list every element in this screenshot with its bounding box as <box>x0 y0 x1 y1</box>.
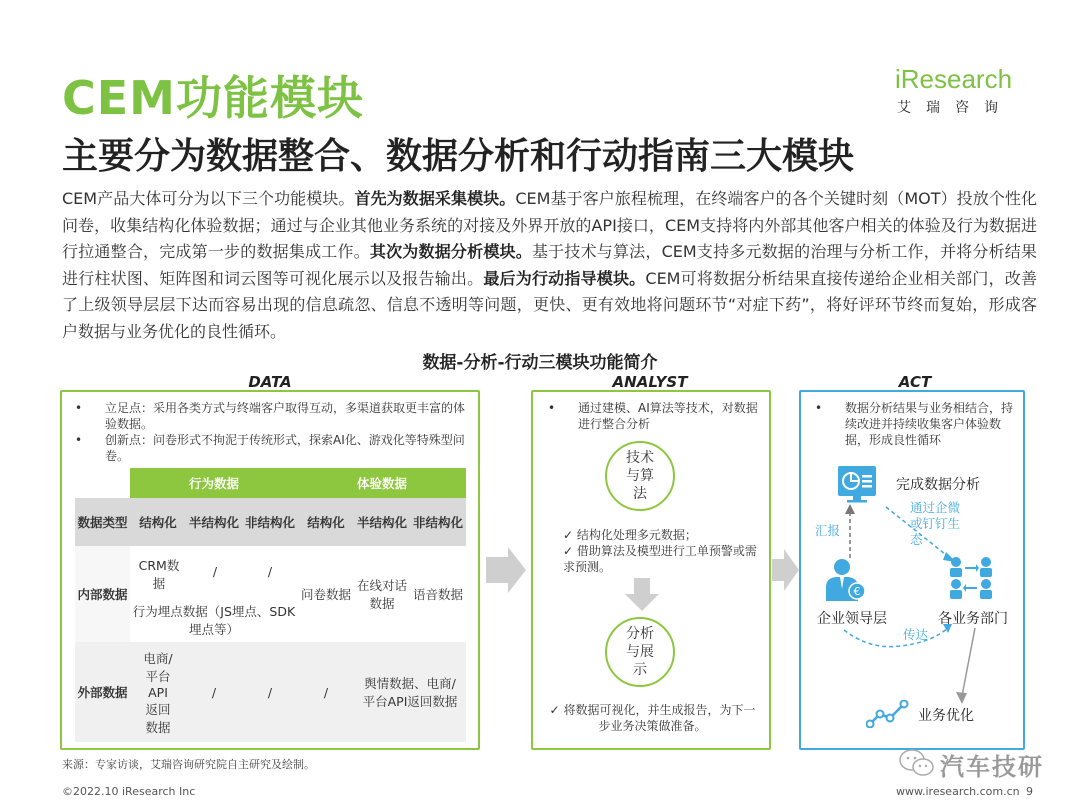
diagram-title: 数据-分析-行动三模块功能简介 <box>422 353 658 373</box>
intro-text: CEM产品大体可分为以下三个功能模块。 <box>62 189 355 208</box>
group-experience: 体验数据 <box>298 468 466 498</box>
intro-bold: 最后为行动指导模块。 <box>483 268 646 288</box>
source-note: 来源：专家访谈，艾瑞咨询研究院自主研究及绘制。 <box>62 758 315 771</box>
table-cell: 语音数据 <box>412 587 463 602</box>
node-business-optimization: 业务优化 <box>918 708 974 724</box>
row-label-external: 外部数据 <box>77 685 128 700</box>
node-data-analysis: 完成数据分析 <box>896 477 980 493</box>
wechat-icon <box>898 748 936 778</box>
arrow-data-to-analyst <box>482 545 530 595</box>
node-departments: 各业务部门 <box>938 611 1008 627</box>
check-text: 将数据可视化，并生成报告，为下一步业务决策做准备。 <box>563 703 756 733</box>
logo-brand: iResearch <box>895 64 1013 94</box>
table-cell: 行为埋点数据（JS埋点、SDK埋点等） <box>132 604 296 637</box>
section-label-data: DATA <box>248 373 292 391</box>
table-cell: CRM数据 <box>138 558 180 591</box>
check-icon: ✓ <box>563 544 574 558</box>
col-header-type: 数据类型 <box>75 498 130 546</box>
check-text: 借助算法及模型进行工单预警或需求预测。 <box>563 544 757 574</box>
table-cell: 问卷数据 <box>300 587 351 602</box>
arrow-analyst-to-act <box>772 545 800 595</box>
table-cell: 舆情数据、电商/平台API返回数据 <box>362 676 458 709</box>
col-header: 非结构化 <box>242 498 298 546</box>
circle-text: 技术与算法 <box>626 450 654 502</box>
watermark: 汽车技研 <box>940 753 1044 781</box>
check-text: 结构化处理多元数据； <box>576 528 697 542</box>
svg-text:€: € <box>853 585 861 598</box>
table-cell: / <box>323 684 329 700</box>
page-number: 9 <box>1026 785 1033 798</box>
team-icon <box>948 555 998 600</box>
table-cell: / <box>267 684 273 700</box>
table-cell: / <box>211 684 217 700</box>
row-label-internal: 内部数据 <box>75 546 130 642</box>
edge-report: 汇报 <box>815 523 841 538</box>
table-cell: 在线对话数据 <box>356 578 407 611</box>
node-leadership: 企业领导层 <box>817 611 887 627</box>
arrow-down <box>624 578 660 612</box>
check-icon: ✓ <box>549 703 560 717</box>
col-header: 结构化 <box>298 498 354 546</box>
check-icon: ✓ <box>563 528 574 542</box>
intro-bold: 首先为数据采集模块。 <box>354 189 516 208</box>
page-title: CEM功能模块 <box>62 71 364 125</box>
col-header: 半结构化 <box>354 498 410 546</box>
bullet-text: 通过建模、AI算法等技术，对数据进行整合分析 <box>578 401 758 431</box>
edge-enterprise-channel: 通过企微或钉钉生态 <box>910 500 961 547</box>
group-behavior: 行为数据 <box>130 468 298 498</box>
analyst-check-3 <box>545 702 760 734</box>
circle-text: 分析与展示 <box>626 626 654 678</box>
table-cell: / <box>267 564 273 579</box>
data-bullet-1: • 立足点：采用各类方式与终端客户取得互动，多渠道获取更丰富的体验数据。 <box>75 401 466 431</box>
section-label-analyst: ANALYST <box>612 373 688 391</box>
analyst-check-1 <box>563 527 763 543</box>
bullet-text: 数据分析结果与业务相结合，持续改进并持续收集客户体验数据，形成良性循环 <box>845 401 1014 447</box>
circle-analysis-display <box>605 617 675 687</box>
data-bullet-2: • 创新点：问卷形式不拘泥于传统形式，探索AI化、游戏化等特殊型问卷。 <box>75 433 465 463</box>
intro-bold: 其次为数据分析模块。 <box>369 242 532 261</box>
bullet-text: 创新点：问卷形式不拘泥于传统形式，探索AI化、游戏化等特殊型问卷。 <box>105 433 465 463</box>
intro-paragraph <box>62 186 1037 345</box>
col-header: 非结构化 <box>410 498 466 546</box>
intro-text: 基于技术与算法，CEM支持多元数据的治理与分析工作，并将分析结果进行柱状图、矩阵图和词云图等可视化展示以及报告输出。 <box>62 242 1037 288</box>
logo-cn: 艾瑞咨询 <box>897 100 1013 116</box>
site-url: www.iresearch.com.cn <box>896 785 1020 798</box>
analyst-bullet: • 通过建模、AI算法等技术，对数据进行整合分析 <box>548 401 758 431</box>
act-bullet: • 数据分析结果与业务相结合，持续改进并持续收集客户体验数据，形成良性循环 <box>815 401 1014 447</box>
bullet-text: 立足点：采用各类方式与终端客户取得互动，多渠道获取更丰富的体验数据。 <box>105 401 466 431</box>
section-label-act: ACT <box>898 373 932 391</box>
data-type-table <box>75 468 466 742</box>
circle-tech-algorithm <box>605 441 675 511</box>
intro-text: CEM可将数据分析结果直接传递给企业相关部门，改善了上级领导层层下达而容易出现的信息疏忽、信息不透明等问题，更快、更有效地将问题环节“对症下药”，将好评环节终而复始，形成客户数据与业务优化的良性循环。 <box>62 268 1037 341</box>
table-cell: 电商/平台API返回数据 <box>143 650 173 735</box>
internal-behavior-cell <box>130 546 298 642</box>
analyst-check-2 <box>563 543 763 575</box>
copyright: ©2022.10 iResearch Inc <box>62 785 196 798</box>
page-subtitle: 主要分为数据整合、数据分析和行动指南三大模块 <box>62 136 855 177</box>
edge-relay: 传达 <box>903 627 929 642</box>
line-chart-icon <box>866 700 910 728</box>
col-header: 结构化 <box>130 498 186 546</box>
col-header: 半结构化 <box>186 498 242 546</box>
table-cell: / <box>212 564 218 579</box>
iresearch-logo <box>895 64 1025 117</box>
businessman-icon <box>824 557 866 603</box>
dashboard-icon <box>837 465 877 503</box>
intro-text: CEM基于客户旅程梳理，在终端客户的各个关键时刻（MOT）投放个性化问卷，收集结构化体验数据；通过与企业其他业务系统的对接及外界开放的API接口，CEM支持将内外部其他客户相关的体验及行为数据进行拉通整合，完成第一步的数据集成工作。 <box>62 189 1037 261</box>
